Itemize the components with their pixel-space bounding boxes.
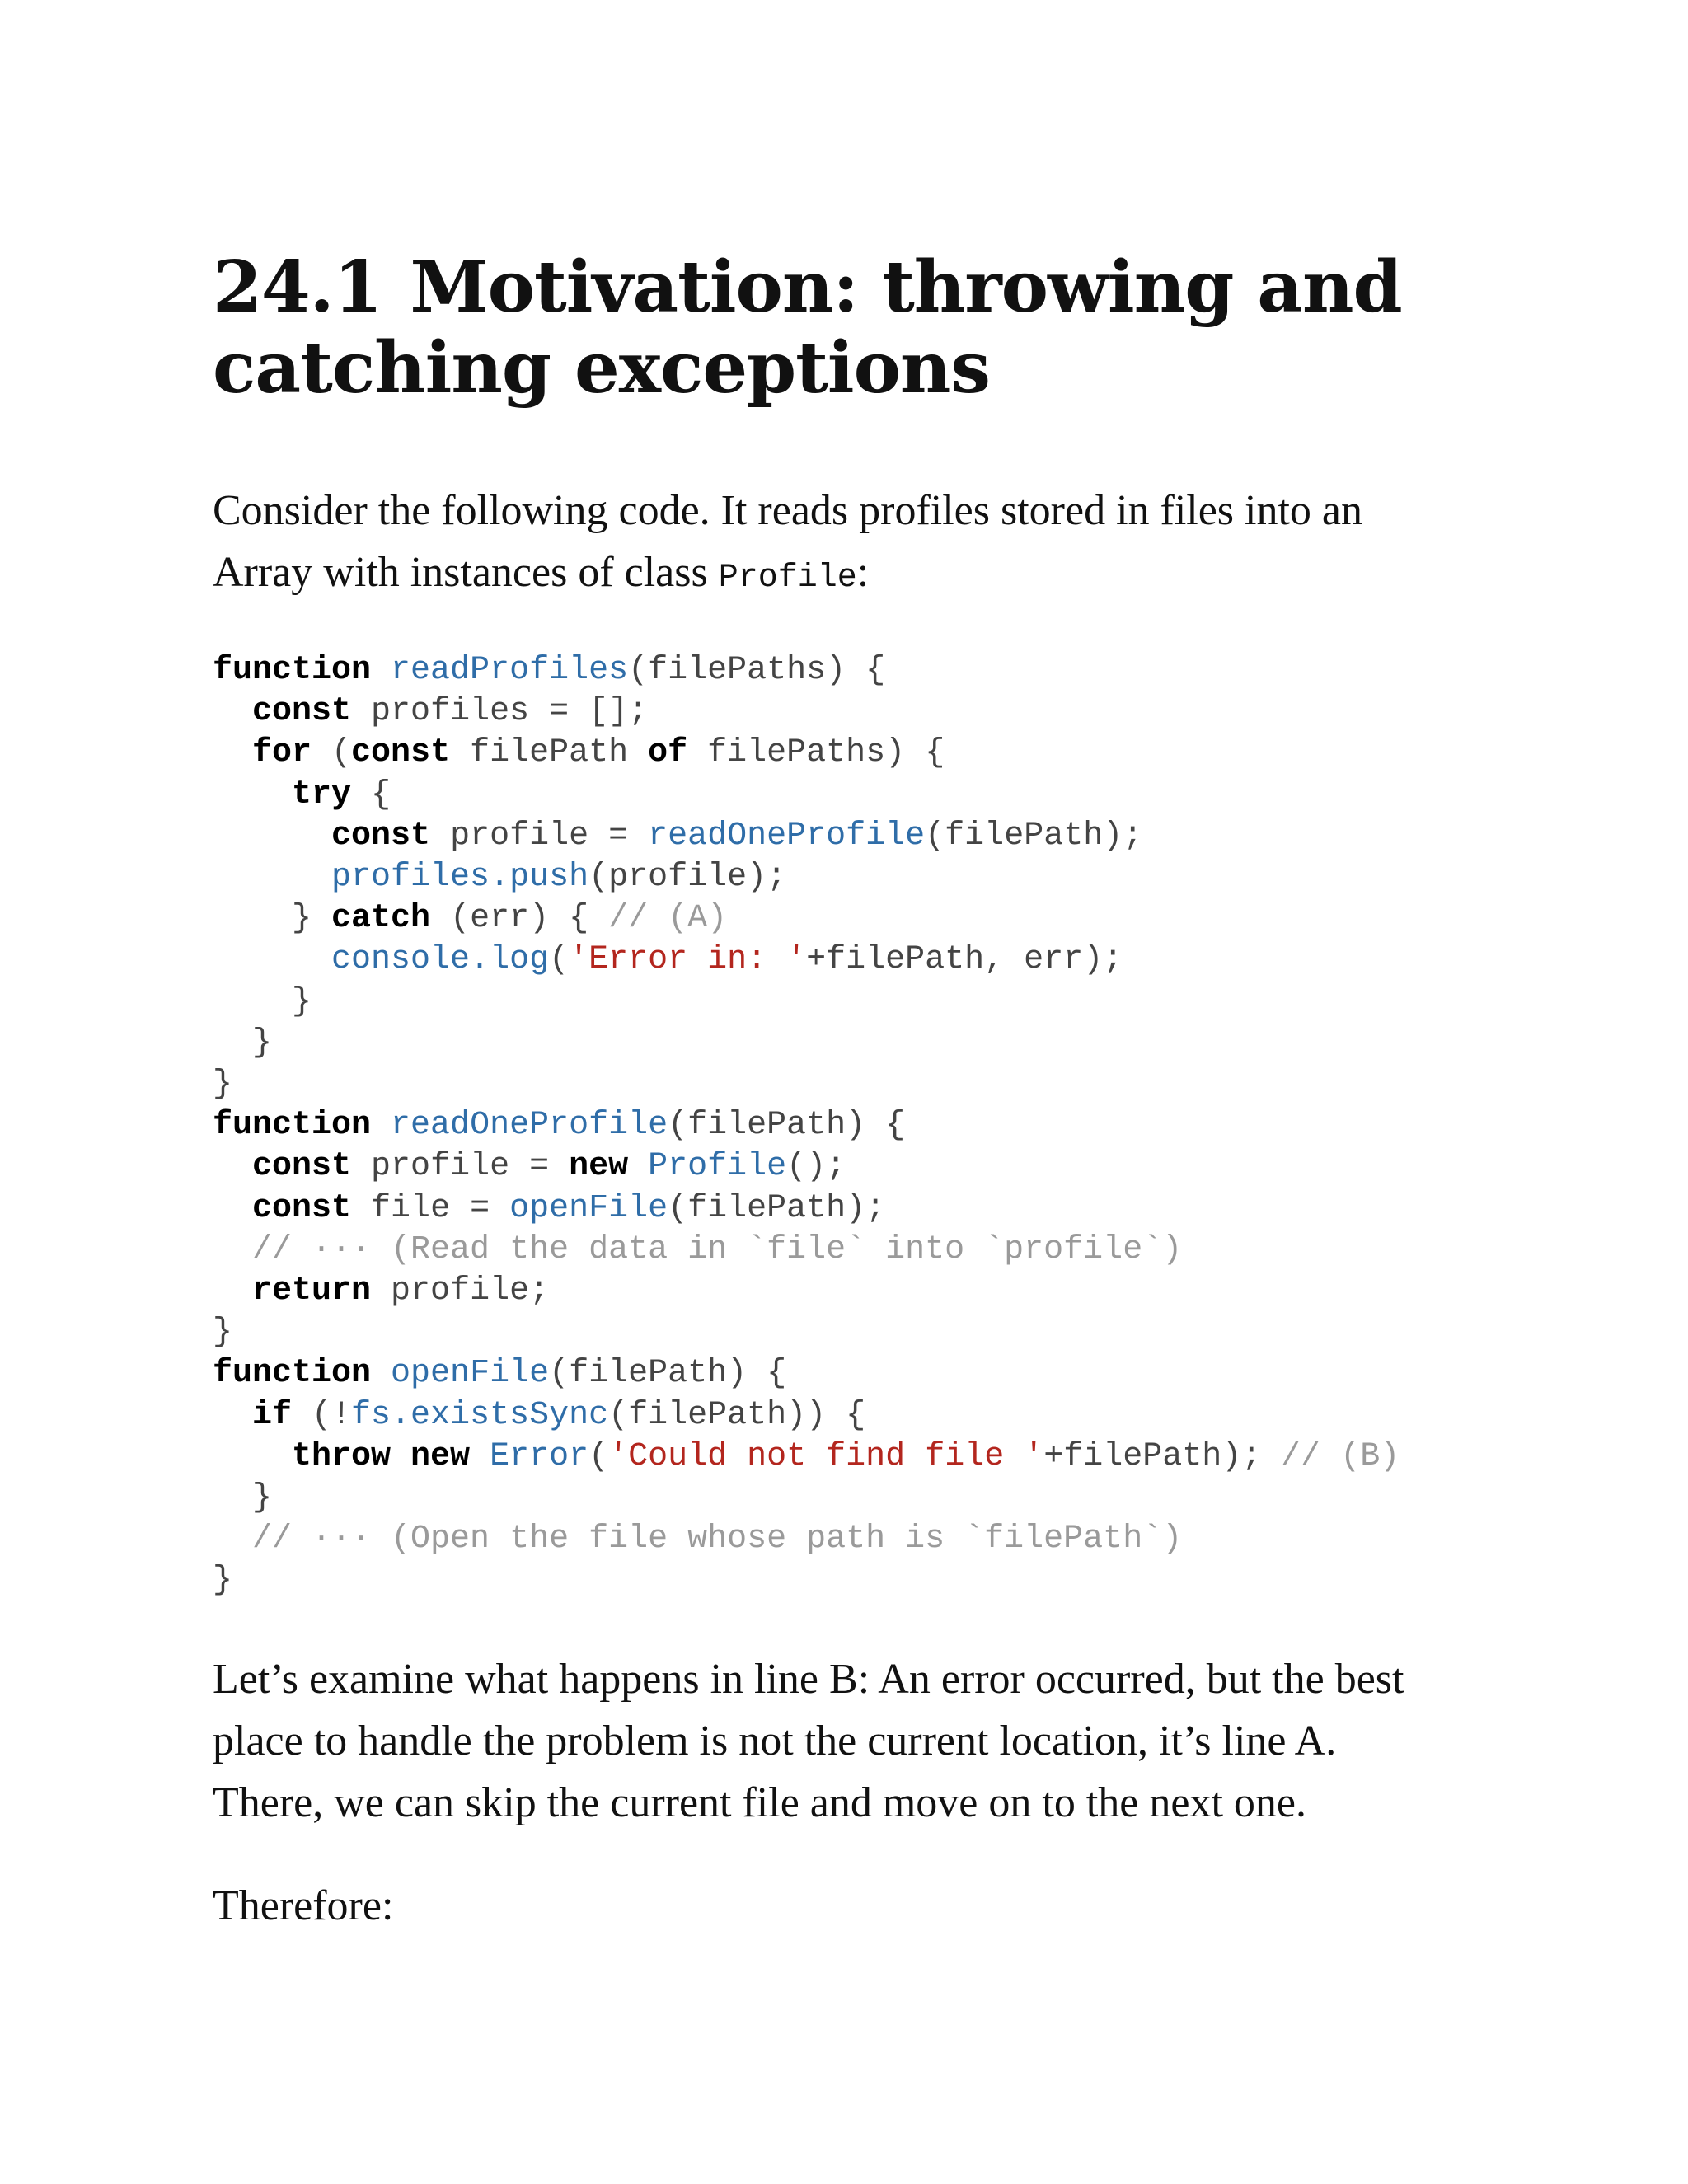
- code-text: }: [252, 1479, 273, 1517]
- code-function-name: console.log: [331, 941, 550, 979]
- code-function-name: openFile: [391, 1355, 550, 1393]
- code-text: +filePath);: [1043, 1437, 1282, 1475]
- code-function-name: profiles.push: [331, 859, 589, 897]
- code-function-name: openFile: [509, 1189, 668, 1227]
- therefore-paragraph: Therefore:: [213, 1882, 394, 1929]
- code-text: (filePaths) {: [628, 652, 886, 689]
- code-text: (filePath);: [668, 1189, 886, 1227]
- code-text: file =: [351, 1189, 510, 1227]
- code-text: }: [213, 1562, 233, 1600]
- code-keyword: for: [252, 734, 312, 772]
- section-heading: [213, 247, 1498, 409]
- inline-code-profile: Profile: [718, 560, 857, 597]
- code-function-name: readProfiles: [391, 652, 629, 689]
- code-keyword: function: [213, 1355, 372, 1393]
- explanation-line1: Let’s examine what happens in line B: An error occurred, but the best: [213, 1655, 1404, 1703]
- code-comment: // (B): [1281, 1437, 1400, 1475]
- code-keyword: of: [648, 734, 688, 772]
- code-text: {: [351, 776, 392, 813]
- explanation-paragraph: [213, 1648, 1498, 1834]
- code-text: (: [588, 1437, 609, 1475]
- section-number: 24.1: [213, 246, 382, 329]
- code-keyword: return: [252, 1272, 372, 1310]
- explanation-line2: place to handle the problem is not the current location, it’s line A.: [213, 1717, 1337, 1765]
- code-comment: // ··· (Open the file whose path is `filePath`): [252, 1521, 1183, 1558]
- code-text: }: [292, 982, 312, 1020]
- code-function-name: readOneProfile: [648, 817, 926, 855]
- code-keyword: const: [351, 734, 451, 772]
- intro-line2-suffix: :: [856, 549, 870, 596]
- code-text: filePath: [450, 734, 649, 772]
- code-keyword: function: [213, 652, 372, 689]
- code-text: +filePath, err);: [806, 941, 1123, 979]
- code-text: filePaths) {: [687, 734, 945, 772]
- code-text: (filePath)) {: [608, 1396, 866, 1434]
- code-comment: // ··· (Read the data in `file` into `profile`): [252, 1230, 1183, 1268]
- code-string: 'Error in: ': [569, 941, 807, 979]
- code-text: (filePath) {: [668, 1107, 906, 1145]
- code-keyword: function: [213, 1107, 372, 1145]
- code-text: (filePath);: [925, 817, 1143, 855]
- code-function-name: Error: [490, 1437, 589, 1475]
- code-keyword: catch: [331, 900, 431, 938]
- code-text: (: [549, 941, 570, 979]
- code-function-name: Profile: [648, 1148, 787, 1186]
- intro-paragraph: [213, 480, 1498, 609]
- code-string: 'Could not find file ': [608, 1437, 1044, 1475]
- code-keyword: throw new: [292, 1437, 471, 1475]
- code-text: profile;: [371, 1272, 550, 1310]
- code-keyword: const: [252, 693, 352, 731]
- code-function-name: fs.existsSync: [351, 1396, 609, 1434]
- code-keyword: new: [569, 1148, 629, 1186]
- code-text: (filePath) {: [549, 1355, 787, 1393]
- code-text: ();: [786, 1148, 846, 1186]
- code-text: }: [252, 1024, 273, 1062]
- code-function-name: readOneProfile: [391, 1107, 668, 1145]
- code-text: (profile);: [588, 859, 787, 897]
- code-text: }: [292, 900, 332, 938]
- code-text: profiles = [];: [351, 693, 649, 731]
- code-keyword: if: [252, 1396, 293, 1434]
- explanation-line3: There, we can skip the current file and move on to the next one.: [213, 1779, 1306, 1826]
- code-comment: // (A): [608, 900, 728, 938]
- code-text: }: [213, 1314, 233, 1352]
- code-keyword: const: [252, 1189, 352, 1227]
- code-keyword: const: [331, 817, 431, 855]
- code-text: }: [213, 1066, 233, 1104]
- page-content: [213, 247, 1498, 1937]
- code-text: (: [312, 734, 352, 772]
- code-block: [213, 650, 1498, 1602]
- intro-line1: Consider the following code. It reads profiles stored in files into an: [213, 487, 1363, 534]
- code-text: profile =: [430, 817, 649, 855]
- code-text: (!: [292, 1396, 352, 1434]
- code-text: (err) {: [430, 900, 609, 938]
- code-keyword: const: [252, 1148, 352, 1186]
- code-text: profile =: [351, 1148, 570, 1186]
- code-keyword: try: [292, 776, 352, 813]
- section-title-line2: catching exceptions: [213, 326, 990, 410]
- section-title-line1: Motivation: throwing and: [410, 246, 1402, 329]
- intro-line2-prefix: Array with instances of class: [213, 549, 719, 596]
